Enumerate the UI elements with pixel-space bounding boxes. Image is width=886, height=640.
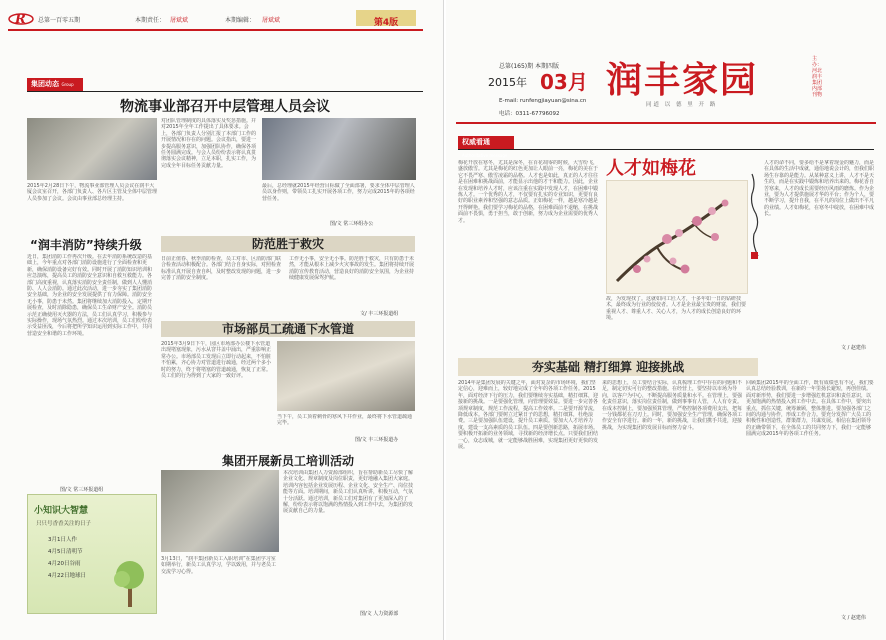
- section-tag: 集团动态 Group dynamics: [27, 78, 83, 91]
- poster-title: 小知识大智慧: [34, 506, 89, 516]
- manager-photo: [262, 118, 416, 180]
- painting-calligraphy: [748, 170, 762, 260]
- rarticle2-headline: 夯实基础 精打细算 迎接挑战: [458, 358, 758, 376]
- article5-body-col2: 3月13日，“润丰集团新员工入职培训”在集团学习室如期举行，新员工认真学习，学以致用，并与老员工交流学习心得。: [161, 556, 277, 575]
- page-number-badge: [356, 10, 416, 26]
- rarticle1-body-col1: 梅花开放在寒冬，尤其是深冬，在百花凋零的时候，大雪纷飞，盛放傲雪。尤其是梅花的红色更加让人眼前一亮，梅花的美在于它不畏严寒、傲雪凌霜的品格。人才也是如此，真正的人才往往是在困难和挑战面前，才能显示出他的才干和能力。因此，企业在发现和培养人才时，应该注重在实践中发现人才，在困难中锻炼人才。一个优秀的人才，不仅要有扎实的专业知识，更要有良好的职业素养和坚强的意志品质。正如梅花一样，越是寒冷越是开得鲜艳。我们要学习梅花的品格，在困难面前不退缩，在挑战面前不畏惧，勇于担当，敢于创新，努力成为企业需要的优秀人才。: [458, 160, 599, 224]
- article1-body-col2: 对团队管理制度的具体落实及奖惩措施。并对2015年全年工作提出了具体要求。会上，各部门负责人分别汇报了本部门工作的开展情况和存在的问题。会议指出，要进一步提高服务意识，加强团队协作，确保各项任务圆满完成。与会人员纷纷表示将认真贯彻落实会议精神，立足本职，扎实工作，为完成全年目标任务贡献力量。: [161, 118, 257, 169]
- article2-headline: “润丰消防”持续升级: [30, 238, 142, 252]
- right-section-rule: [458, 149, 874, 150]
- right-section-tag: 权威看通 Authoritative message: [458, 136, 514, 149]
- article4-body: 2015年3月9日下午，园区市场部办公楼下水管道出现堵塞现象，污水从窨井盖中涌出，严重影响正常办公。市场部员工发现后立即行动起来，不怕脏不怕累，齐心协力对管道进行疏通，经过两个多小时的努力，终于将堵塞的管道疏通，恢复了正常。员工们的行为得到了大家的一致好评。: [161, 341, 272, 380]
- article5-author: 图/文 人力资源部: [360, 611, 399, 617]
- plum-blossom-painting: [606, 180, 748, 294]
- poster-date-1: 3月1日人作: [48, 537, 77, 543]
- article2-author: 图/文 常三环报道组: [60, 487, 104, 493]
- pipe-photo: [277, 341, 415, 411]
- rarticle2-body-col3: 回顾集团2015年的全面工作，既有成绩也有不足，我们要认真总结经验教训，在新的一年里扬长避短，再创佳绩。面对新形势，我们要进一步增强危机意识和责任意识，以更加饱满的热情投入到工作中去。在具体工作中，要突出重点，抓住关键，统筹兼顾，整体推进。要加强各部门之间的沟通与协作，形成工作合力。要充分发挥广大员工的积极性和创造性，群策群力，共谋发展。相信在集团领导的正确带领下，在全体员工的共同努力下，我们一定能够圆满完成2015年的各项工作任务。: [746, 380, 874, 438]
- editor-label: 本期责任：: [135, 17, 166, 24]
- poster-tree-illustration: [112, 557, 148, 607]
- section-rule: [27, 91, 423, 92]
- training-photo: [161, 470, 279, 552]
- article1-headline: 物流事业部召开中层管理人员会议: [120, 99, 330, 115]
- masthead-side-text: 主办：河北润丰集团 内部刊物: [812, 56, 823, 98]
- tree-icon: [112, 557, 148, 607]
- masthead-email: E-mail: runfengjiayuan@sina.cn: [499, 98, 587, 104]
- newspaper-motto: 同道 以 德 里 开 路: [646, 102, 718, 108]
- masthead-year: 2015年: [488, 76, 527, 89]
- rarticle2-body-col2: 来的思想上，员工要结合实际，认真梳理工作中存在的问题和不足，制定切实可行的整改措施。在经营上，要坚持以市场为导向，以客户为中心，不断提高服务质量和水平。在管理上，要强化责任意识，落实岗位责任制，做到事事有人管，人人有专责。在成本控制上，要加强预算管理，严格控制各项费用支出，把每一分钱都花在刀刃上。同时，要加强安全生产管理，确保各项工作安全有序进行。新的一年，新的挑战，让我们携手共进，迎接挑战，为实现集团的发展目标而努力奋斗。: [602, 380, 742, 431]
- article4-caption: 当下午，员工顶着刺骨的寒风下井作业，最终将下水管道疏通完毕。: [277, 414, 413, 427]
- masthead-rule: [8, 29, 423, 31]
- article3-headline: 防范胜于救灾: [161, 236, 415, 252]
- issue-info: 总第一百零五期: [38, 17, 81, 24]
- newspaper-title: 润丰家园: [606, 59, 759, 101]
- masthead-month: 03月: [540, 70, 588, 94]
- right-newspaper-page: [446, 0, 886, 640]
- rarticle1-body-col2: 故，为发现找了。这就如同工匠人才，十多年如一日的钻研技术，最终成为行业的佼佼者。人才是企业最宝贵的财富，我们要重视人才、尊重人才、关心人才，为人才的成长创造良好的环境。: [606, 296, 746, 322]
- right-masthead-rule: [456, 122, 876, 124]
- page-number: 第4版: [373, 18, 399, 28]
- article1-body-col3: 最后，总经理就2015年经营目标做了全面部署，要求全体中层管理人员以身作则，带领员工扎实开展各项工作，努力完成2015年的各项经营任务。: [262, 183, 415, 202]
- knowledge-poster: [27, 494, 157, 614]
- poster-date-4: 4月22日地球日: [48, 573, 86, 579]
- article5-headline: 集团开展新员工培训活动: [221, 454, 354, 468]
- rarticle1-headline: 人才如梅花: [606, 158, 696, 179]
- calligraphy-icon: [748, 170, 762, 260]
- poster-date-2: 4月5日清明节: [48, 549, 83, 555]
- article4-author: 图/文 丰三环报道办: [355, 437, 399, 443]
- rarticle1-author: 文 / 赵建伟: [841, 345, 866, 351]
- article1-author: 图/文 常三环组办公: [330, 221, 374, 227]
- right-section-tag-en: Authoritative message: [462, 153, 508, 158]
- editor2-name: 屠斌斌: [262, 17, 281, 24]
- article3-body-col1: 日前正值春、秋季消防检查，员工对市、区消防部门联合检查活动积极配合。各部门结合自身实际，对照检查标准认真开展自查自纠，及时整改发现的问题，进一步完善了消防安全制度。: [161, 256, 282, 282]
- poster-date-3: 4月20日谷雨: [48, 561, 81, 567]
- svg-text:R: R: [15, 12, 26, 26]
- editor-name: 屠斌斌: [170, 17, 189, 24]
- meeting-photo: [27, 118, 157, 180]
- runfeng-logo: [8, 10, 34, 26]
- article2-body: 近日，集团消防工作再次升级。在去年消防系统改造的基础上，今年重点对各部门消防设施进行了全面检查和更新，确保消防设备完好有效。同时开展了消防知识培训和应急演练，提高员工的消防安全意识和自救互救能力。各部门高度重视，认真落实消防安全责任制，做到人人懂消防、人人会消防。通过此次活动，进一步夯实了集团消防安全基础，为企业的安全发展提供了有力保障。消防安全无小事，防患于未然。集团将继续加大消防投入，定期开展检查，及时消除隐患，确保员工生命财产安全。消防员示范正确使用灭火器的方法，员工们认真学习，积极参与实际操作，现场气氛热烈。通过本次培训，员工们纷纷表示受益匪浅，今后将把所学知识运用到实际工作中，共同营造安全和谐的工作环境。: [27, 254, 153, 337]
- plum-branch-icon: [607, 181, 747, 293]
- total-issue: 总第(165)期 本期四版: [499, 63, 560, 70]
- article3-author: 文/ 丰三环报道组: [360, 311, 399, 317]
- article4-headline: 市场部员工疏通下水管道: [161, 321, 415, 337]
- poster-subtitle: 只只号香香关注的日子: [36, 521, 92, 527]
- rarticle2-body-col1: 2014年是集团发展的关键之年，面对复杂的市场环境，我们坚定信心，迎难而上，较好地完成了全年的各项工作任务。2015年，面对经济下行的压力，我们要继续夯实基础，精打细算，迎接新的挑战。一是要强化管理，向管理要效益。要进一步完善各项规章制度，规范工作流程，提高工作效率。二是要开源节流，降低成本。各部门要树立过紧日子的思想，精打细算，杜绝浪费。三是要加强队伍建设，提升员工素质。要加大人才培养力度，建设一支高素质的员工队伍。四是要创新思路，拓展市场。要积极开拓新的业务领域，寻找新的经济增长点。只要我们团结一心，众志成城，就一定能够战胜困难，实现集团更好更快的发展。: [458, 380, 598, 451]
- article1-body-col1: 2015年2月28日下午，物流事业部管理人员会议在润丰大厦会议室召开，各部门负责人、各片区主管及全体中层管理人员参加了会议。会议由事业部总经理主持。: [27, 183, 157, 202]
- article3-body-col2: 工作无小事，安全无小事。防范胜于救灾，只有防患于未然，才能从根本上减少火灾事故的发生。集团将持续开展消防宣传教育活动，营造良好的消防安全氛围，为企业持续健康发展保驾护航。: [289, 256, 415, 282]
- rarticle2-author: 文 / 赵建伟: [841, 615, 866, 621]
- logo-r-icon: [8, 10, 34, 26]
- section-tag-en: Group dynamics: [31, 82, 74, 100]
- masthead-phone: 电话：0311-67796092: [499, 111, 560, 117]
- rarticle1-body-col3: 人才的命不同，要多给不是拿着现金的魅力，而是在具体的生活中成就，通俗地说会计的，但我们职场生存靠的是能力。从某种意义上讲，人才不是天生的，而是在实践中锻炼和培养出来的。梅花香自苦寒来，人才的成长需要经历风雨的磨炼。作为企业，要为人才提供施展才华的平台；作为个人，要不断学习，提升自我，在平凡的岗位上做出不平凡的业绩。人才如梅花，在寒冬中绽放，在困难中成长。: [764, 160, 874, 218]
- article5-body-col1: 本次培训由集团人力资源部组织，旨在帮助新员工尽快了解企业文化、规章制度及岗位职责，更好地融入集团大家庭。培训内容包括企业发展历程、企业文化、安全生产、岗位技能等方面。培训期间，新员工们认真听讲，积极互动，气氛十分活跃。通过培训，新员工们对集团有了更加深入的了解，纷纷表示将以饱满的热情投入到工作中去，为集团的发展贡献自己的力量。: [283, 470, 414, 515]
- editor2-label: 本期编辑：: [225, 17, 256, 24]
